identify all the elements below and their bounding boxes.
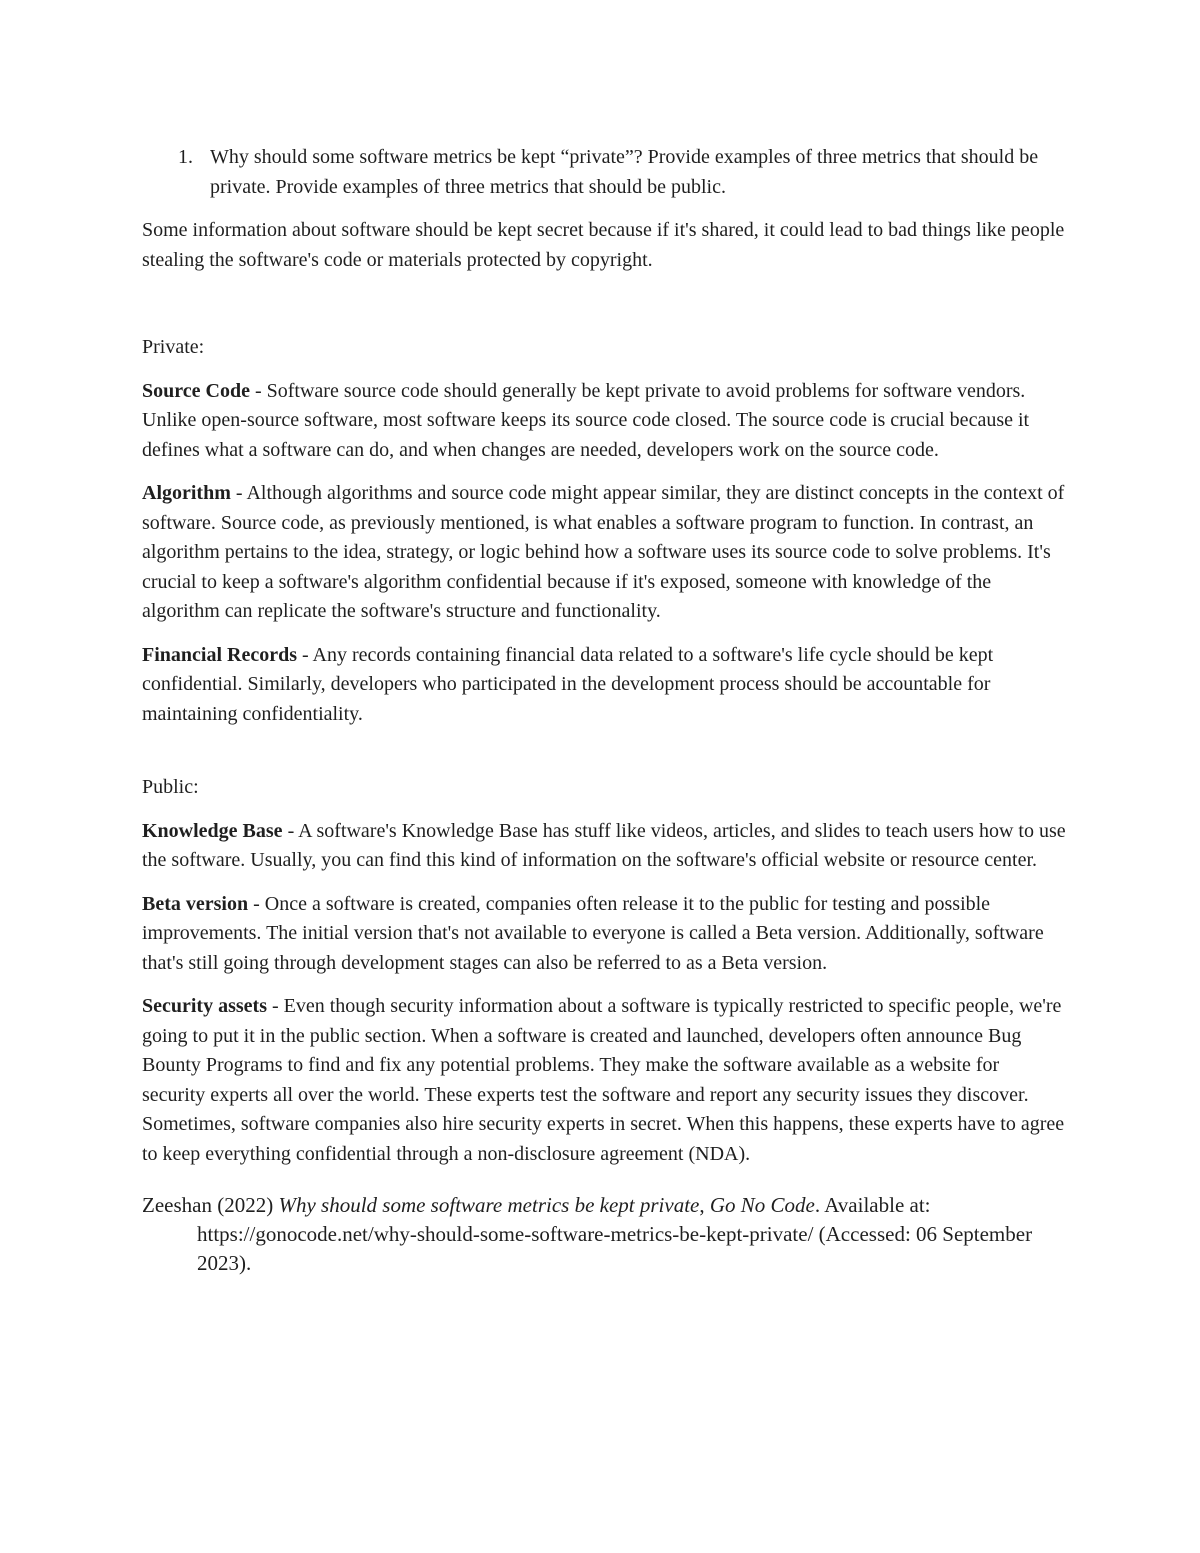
intro-paragraph: Some information about software should be kept secret because if it's shared, it could lead to bad things like people stealing the software's code or materials protected by copyright. <box>142 219 1065 271</box>
public-heading: Public: <box>142 776 199 798</box>
public-desc: - Once a software is created, companies often release it to the public for testing and possible improvements. The initial version that's not available to everyone is called a Beta version. Additionally, software that's still going through development stages can also be referred to as a Beta version. <box>142 892 1044 974</box>
section-spacer <box>142 289 1067 333</box>
citation-rest: . Available at: https://gonocode.net/why-should-some-software-metrics-be-kept-private/ (Accessed: 06 September 2023). <box>197 1193 1033 1275</box>
citation-publisher: Go No Code <box>709 1193 815 1217</box>
citation-author-year: Zeeshan (2022) <box>142 1193 279 1217</box>
private-item-source-code <box>142 377 1067 466</box>
public-desc: - A software's Knowledge Base has stuff like videos, articles, and slides to teach users how to use the software. Usually, you can find this kind of information on the software's official website or resource center. <box>142 819 1066 871</box>
private-heading: Private: <box>142 336 205 358</box>
private-desc: - Any records containing financial data related to a software's life cycle should be kept confidential. Similarly, developers who participated in the development process should be accountable for maintaining confidentiality. <box>142 643 994 725</box>
public-item-beta-version <box>142 890 1067 979</box>
private-term: Financial Records <box>142 643 297 666</box>
section-spacer <box>142 743 1067 773</box>
private-desc: - Although algorithms and source code might appear similar, they are distinct concepts in the context of software. Source code, as previously mentioned, is what enables a software program to function. In contrast, an algorithm pertains to the idea, strategy, or logic behind how a software uses its source code to solve problems. It's crucial to keep a software's algorithm confidential because if it's exposed, someone with knowledge of the algorithm can replicate the software's structure and functionality. <box>142 482 1065 622</box>
citation <box>142 1191 1067 1278</box>
private-item-algorithm <box>142 479 1067 627</box>
private-item-financial-records <box>142 641 1067 730</box>
citation-separator: , <box>699 1193 710 1217</box>
question-number: 1. <box>178 146 193 168</box>
private-term: Source Code <box>142 379 250 402</box>
question-text: Why should some software metrics be kept “private”? Provide examples of three metrics that should be private. Provide examples of three metrics that should be public. <box>210 146 1039 198</box>
public-term: Knowledge Base <box>142 819 283 842</box>
public-desc: - Even though security information about a software is typically restricted to specific people, we're going to put it in the public section. When a software is created and launched, developers often announce Bug Bounty Programs to find and fix any potential problems. They make the software available as a website for security experts all over the world. These experts test the software and report any security issues they discover. Sometimes, software companies also hire security experts in secret. When this happens, these experts have to agree to keep everything confidential through a non-disclosure agreement (NDA). <box>142 995 1065 1165</box>
private-desc: - Software source code should generally be kept private to avoid problems for software vendors. Unlike open-source software, most software keeps its source code closed. The source code is crucial because it defines what a software can do, and when changes are needed, developers work on the source code. <box>142 379 1030 461</box>
question-item <box>178 143 1067 202</box>
public-item-security-assets <box>142 992 1067 1169</box>
private-term: Algorithm <box>142 482 231 504</box>
citation-title: Why should some software metrics be kept private <box>278 1193 700 1217</box>
public-term: Security assets <box>142 995 267 1017</box>
public-item-knowledge-base <box>142 817 1067 876</box>
document-content <box>142 143 1067 1292</box>
public-term: Beta version <box>142 892 249 915</box>
